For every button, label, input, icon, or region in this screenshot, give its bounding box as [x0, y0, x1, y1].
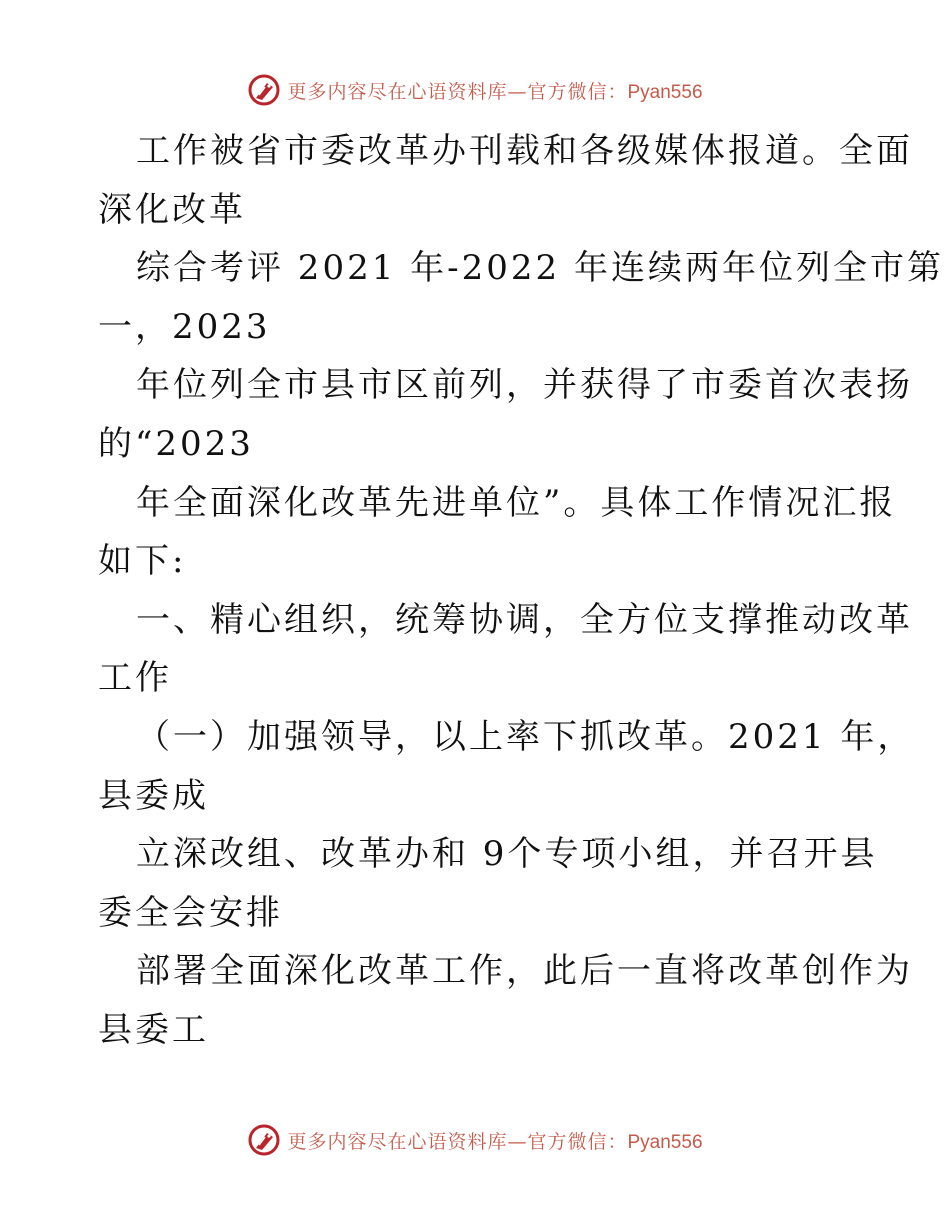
- pen-nib-logo-icon: [247, 1123, 281, 1157]
- text-line: 如下:: [98, 541, 187, 582]
- footer-banner-text: 更多内容尽在心语资料库—官方微信：Pyan556: [287, 1130, 703, 1153]
- text-line: 一、精心组织，统筹协调，全方位支撑推动改革: [136, 599, 913, 640]
- text-line: 县委工: [98, 1009, 209, 1050]
- header-banner: [0, 70, 950, 110]
- text-line: 工作: [98, 658, 172, 699]
- text-line: 深化改革: [98, 189, 246, 230]
- wechat-handle: Pyan556: [627, 1131, 703, 1153]
- text-line: 综合考评 2021 年-2022 年连续两年位列全市第: [136, 248, 944, 289]
- text-line: （一）加强领导，以上率下抓改革。2021 年，: [136, 716, 915, 757]
- text-line: 委全会安排: [98, 892, 283, 933]
- pen-nib-logo-icon: [247, 73, 281, 107]
- text-line: 部署全面深化改革工作，此后一直将改革创作为: [136, 951, 913, 992]
- header-banner-text: 更多内容尽在心语资料库—官方微信：Pyan556: [287, 80, 703, 103]
- text-line: 工作被省市委改革办刊载和各级媒体报道。全面: [136, 131, 913, 171]
- wechat-handle: Pyan556: [627, 81, 703, 103]
- footer-banner: [0, 1120, 950, 1160]
- text-line: 年全面深化改革先进单位”。具体工作情况汇报: [136, 482, 897, 523]
- text-line: 一，2023: [98, 306, 271, 347]
- text-line: 县委成: [98, 775, 209, 816]
- text-line: 立深改组、改革办和 9个专项小组，并召开县: [136, 834, 878, 875]
- text-line: 年位列全市县市区前列，并获得了市委首次表扬: [136, 365, 913, 406]
- document-body: [98, 122, 944, 1060]
- text-line: 的“2023: [98, 423, 254, 464]
